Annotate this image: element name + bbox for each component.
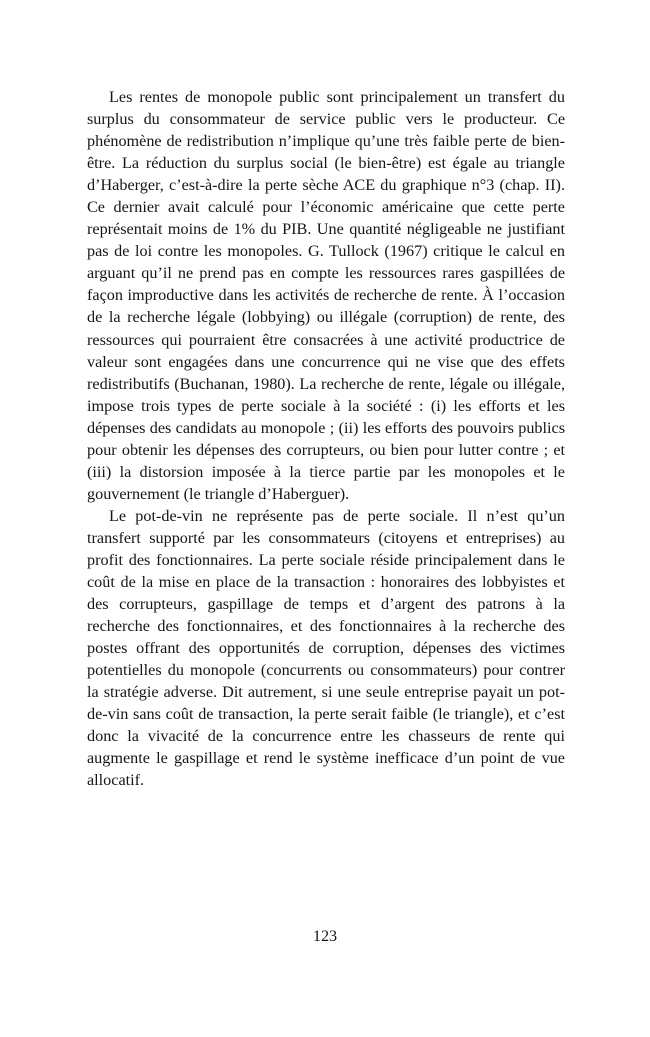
body-text <box>87 86 565 792</box>
page-number: 123 <box>312 927 338 945</box>
paragraph-bribe: Le pot-de-vin ne représente pas de perte sociale. Il n’est qu’un transfert supporté par les consommateurs (citoyens et entreprises) au profit des fonctionnaires. La perte sociale réside principalement dans le coût de la mise en place de la transaction : honoraires des lobbyistes et des corrupteurs, gaspillage de temps et d’argent des patrons à la recherche des fonctionnaires, et des fonctionnaires à la recherche des postes offrant des opportunités de corruption, dépenses des victimes potentielles du monopole (concurrents ou consommateurs) pour contrer la stratégie adverse. Dit autrement, si une seule entreprise payait un pot-de-vin sans coût de transaction, la perte serait faible (le triangle), et c’est donc la vivacité de la concurrence entre les chasseurs de rente qui augmente le gaspillage et rend le système inefficace d’un point de vue allocatif. <box>87 506 565 790</box>
paragraph-rent-seeking: Les rentes de monopole public sont principalement un transfert du surplus du consommateur de service public vers le producteur. Ce phénomène de redistribution n’implique qu’une très faible perte de bien-être. La réduction du surplus social (le bien-être) est égale au triangle d’Haberger, c’est-à-dire la perte sèche ACE du graphique n°3 (chap. II). Ce dernier avait calculé pour l’économic américaine que cette perte représentait moins de 1% du PIB. Une quantité négligeable ne justifiant pas de loi contre les monopoles. G. Tullock (1967) critique le calcul en arguant qu’il ne prend pas en compte les ressources rares gaspillées de façon improductive dans les activités de recherche de rente. À l’occasion de la recherche légale (lobbying) ou illégale (corruption) de rente, des ressources qui pourraient être consacrées à une activité productrice de valeur sont engagées dans une concurrence qui ne vise que des effets redistributifs (Buchanan, 1980). La recherche de rente, légale ou illégale, impose trois types de perte sociale à la société : (i) les efforts et les dépenses des candidats au monopole ; (ii) les efforts des pouvoirs publics pour obtenir les dépenses des corrupteurs, ou bien pour lutter contre ; et (iii) la distorsion imposée à la tierce partie par les monopoles et le gouvernement (le triangle d’Haberguer). <box>87 88 565 503</box>
